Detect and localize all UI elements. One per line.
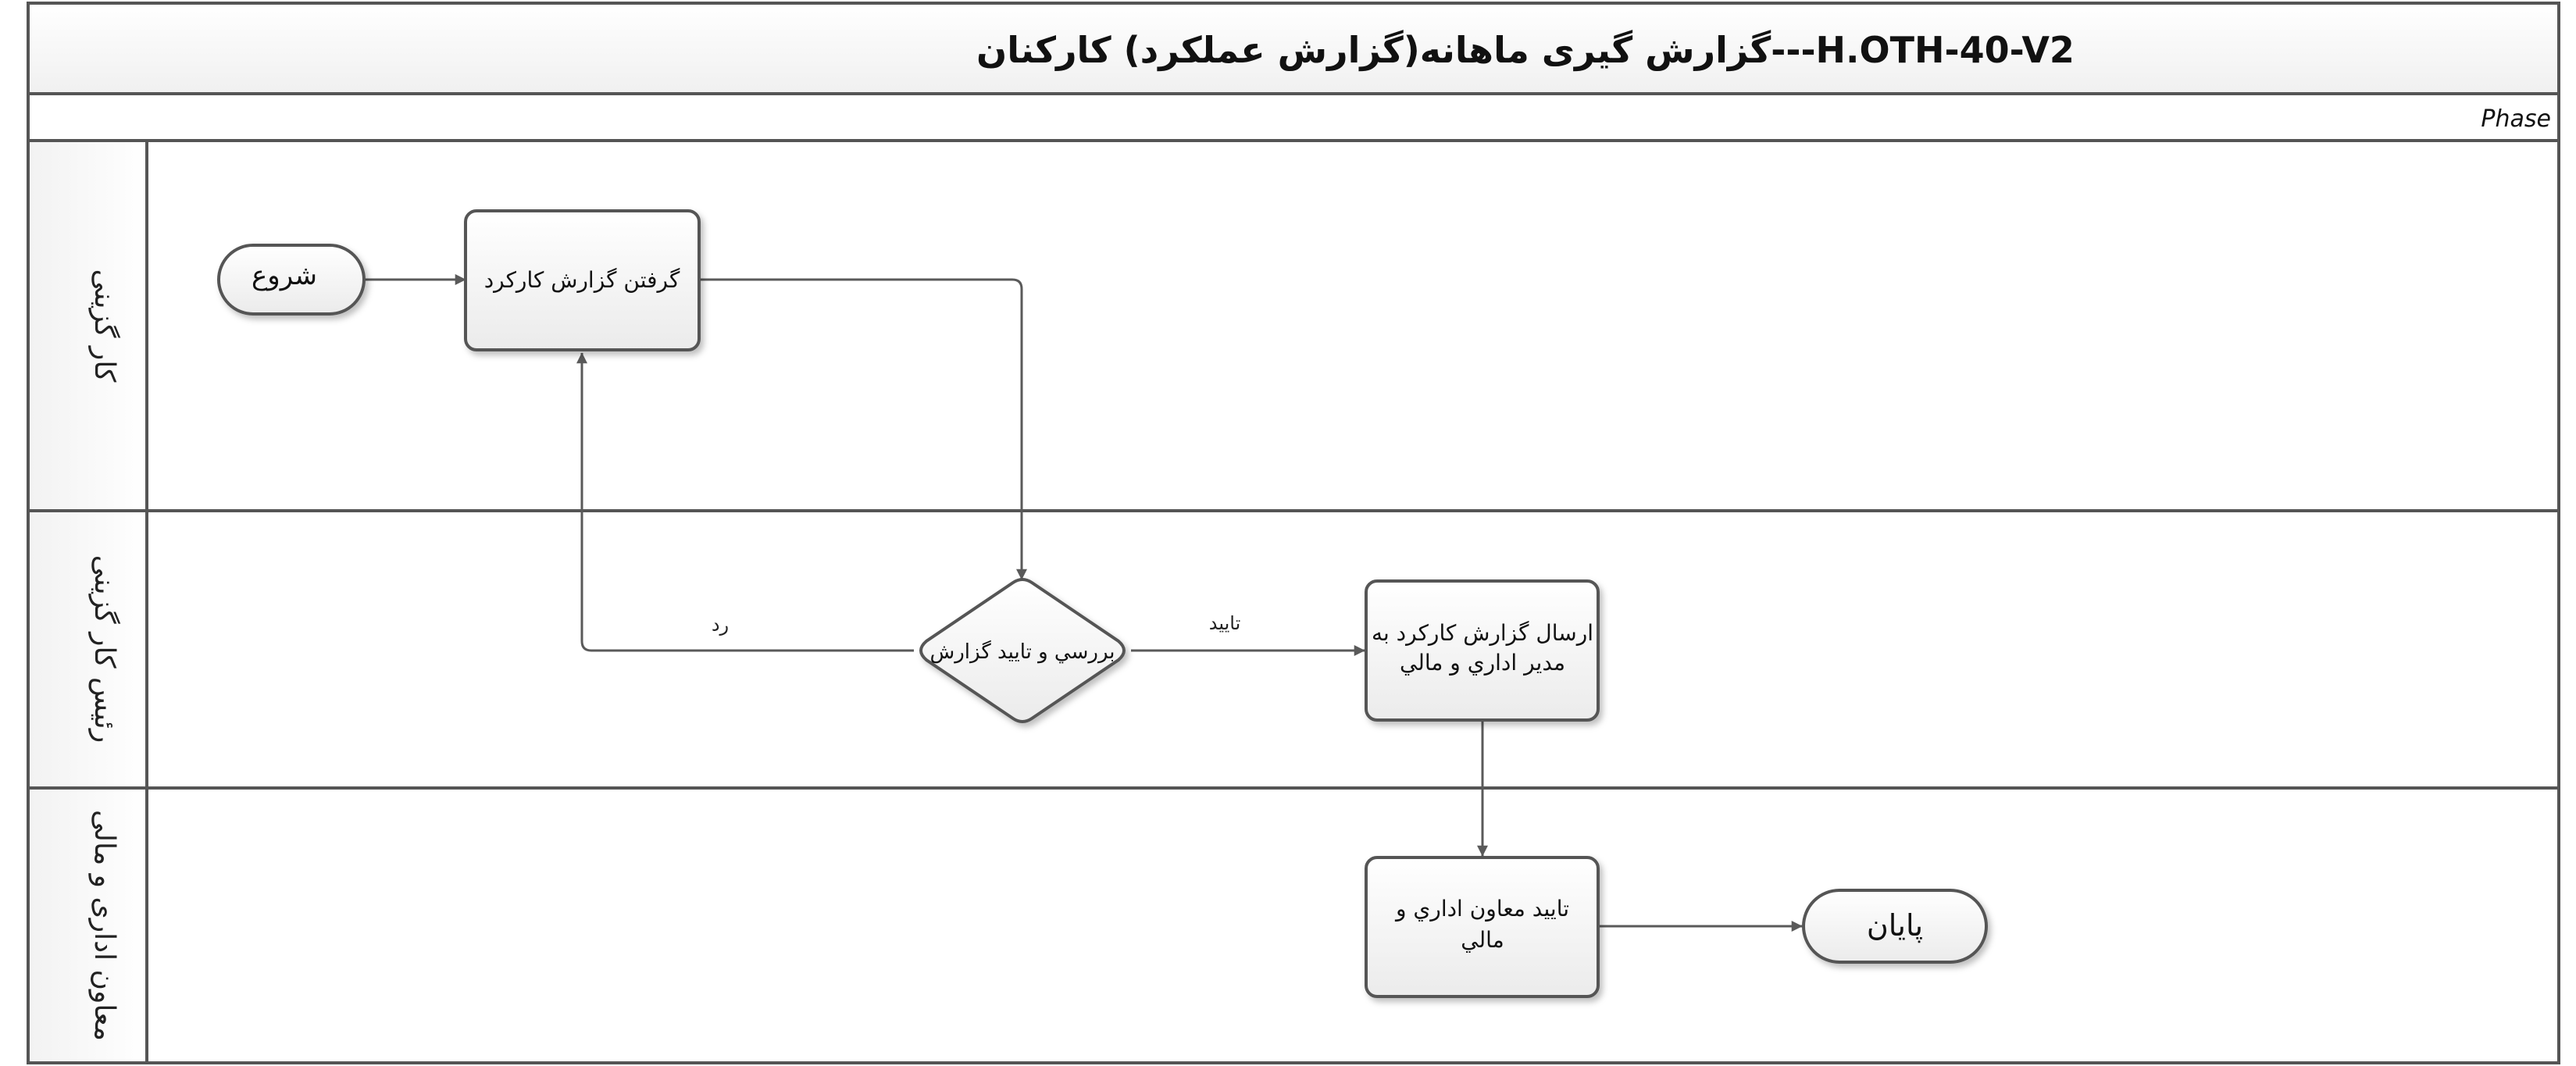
send-report-task-line1: ارسال گزارش کارکرد به [1371, 620, 1594, 646]
diagram-title: H.OTH-40-V2---گزارش گیری ماهانه(گزارش عملکرد) کارکنان [976, 29, 2075, 71]
send-report-task-line2: مدير اداري و مالي [1399, 650, 1566, 676]
lane-label-1: کار گزینی [88, 269, 120, 383]
get-report-task-label: گرفتن گزارش کارکرد [483, 267, 680, 293]
deputy-approve-task-line1: تاييد معاون اداري و [1395, 896, 1570, 922]
phase-band [28, 94, 2559, 141]
start-node-label: شروع [252, 260, 317, 291]
phase-label: Phase [2481, 105, 2551, 133]
lane-label-3: معاون اداری و مالی [88, 810, 120, 1041]
review-decision-label: بررسي و تاييد گزارش [929, 640, 1115, 664]
lane-label-2: رئیس کار گزینی [88, 554, 120, 743]
deputy-approve-task-line2: مالي [1461, 927, 1504, 953]
lane-body-3 [147, 788, 2559, 1063]
lane-header-2 [28, 511, 147, 788]
edge-label-approve: تاييد [1208, 612, 1241, 634]
edge-label-reject: رد [711, 614, 730, 636]
end-node-label: پايان [1866, 908, 1924, 943]
lane-header-3 [28, 788, 147, 1063]
lane-header-1 [28, 141, 147, 511]
